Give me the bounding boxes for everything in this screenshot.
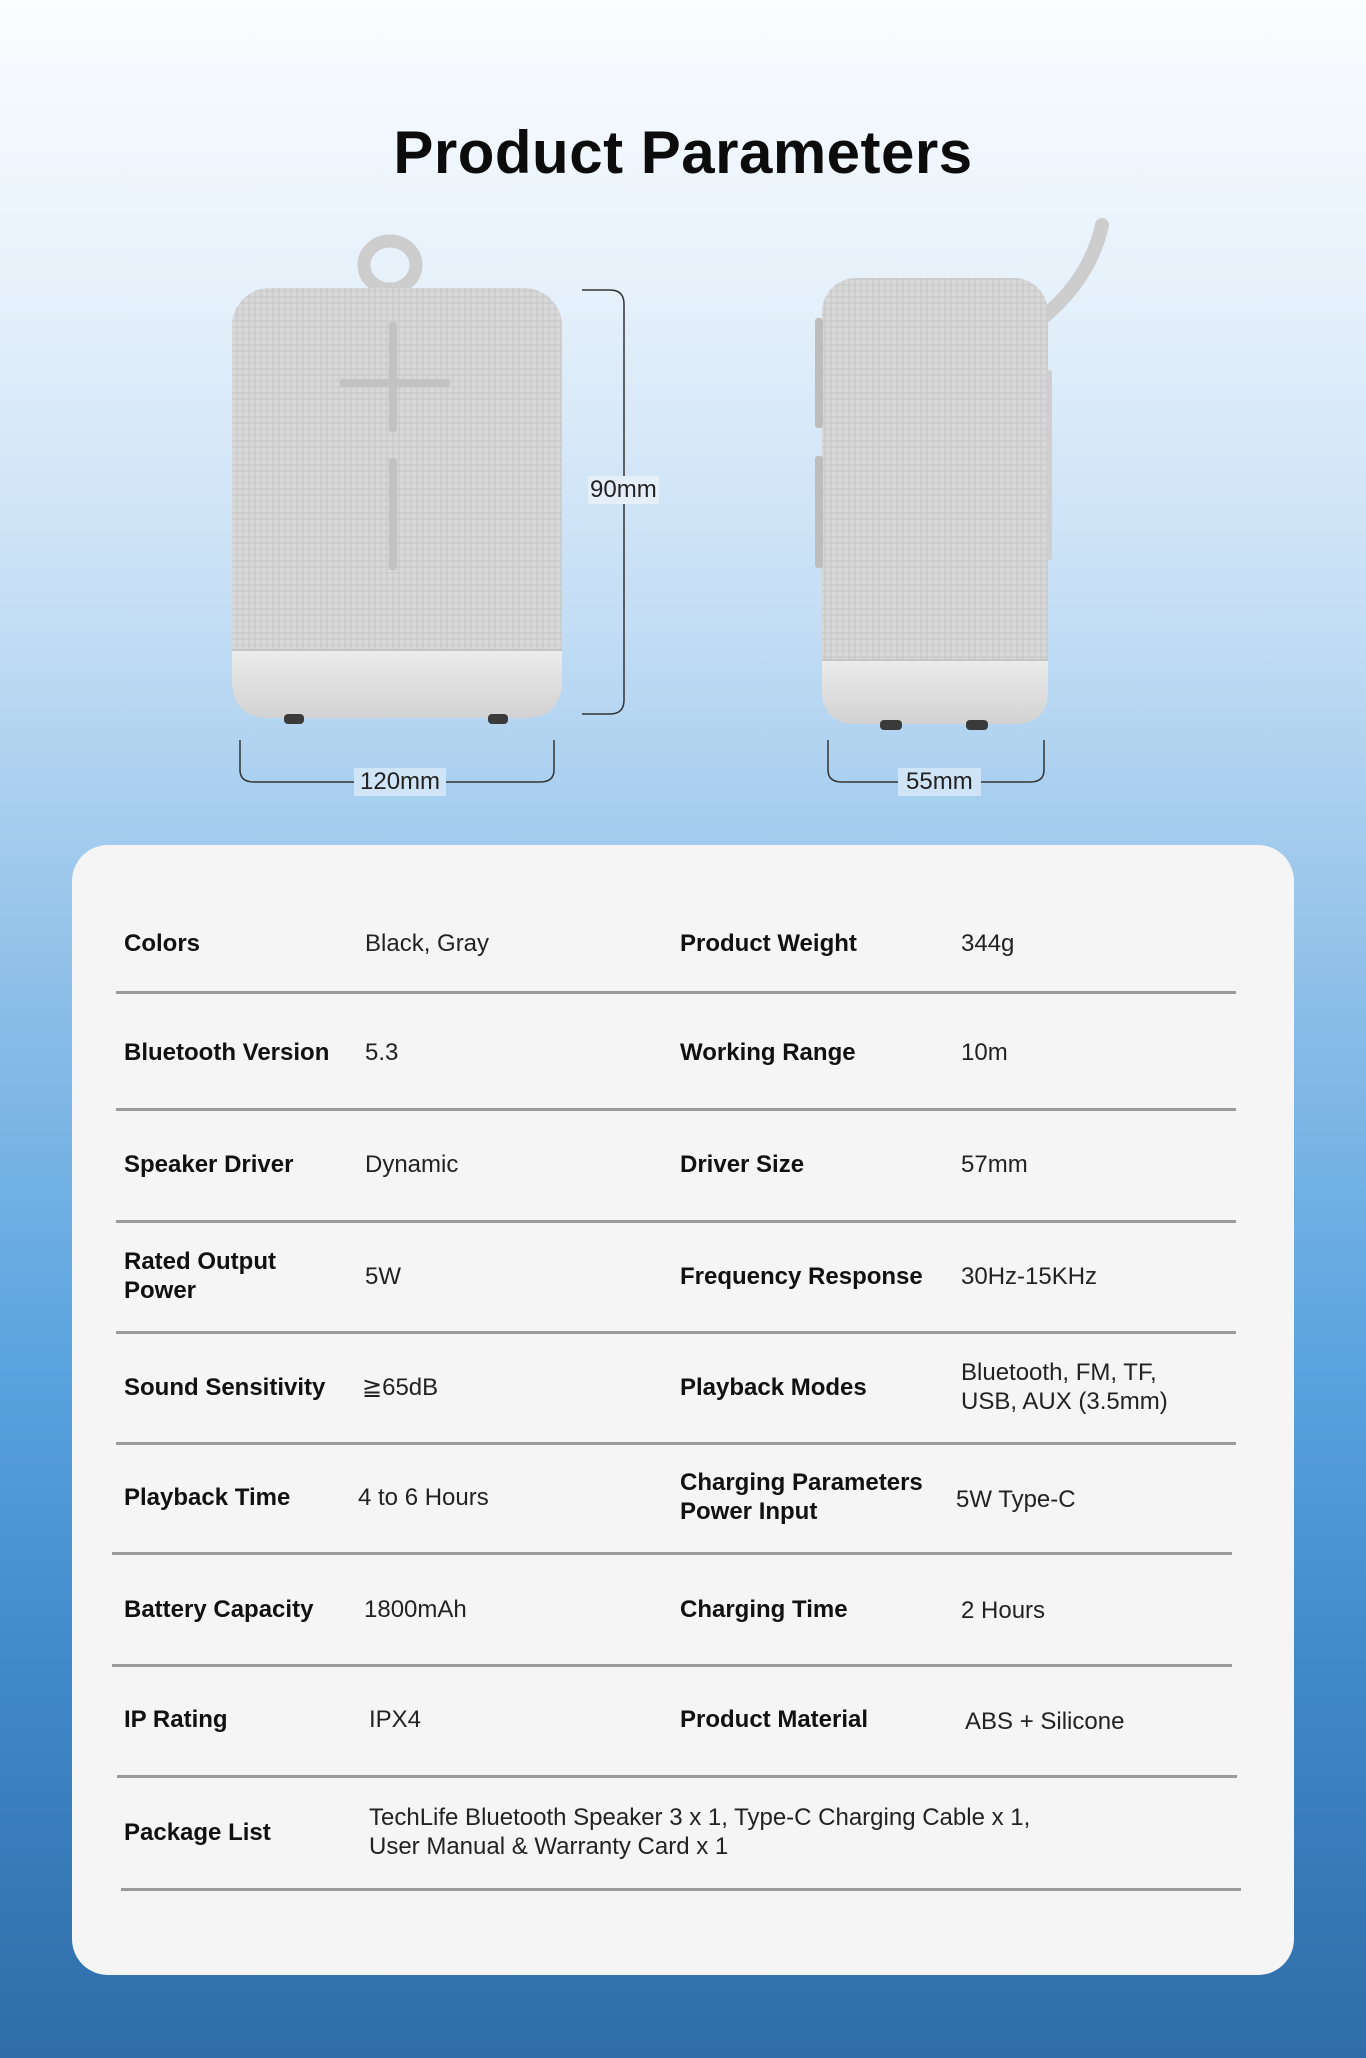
spec-value: 5W: [365, 1262, 401, 1290]
spec-label: Battery Capacity: [124, 1595, 314, 1623]
package-label: Package List: [124, 1818, 271, 1846]
spec-row: [72, 1332, 1294, 1444]
spec-value: Dynamic: [365, 1150, 459, 1178]
spec-value: Black, Gray: [365, 929, 490, 957]
spec-label: Charging Parameters Power Input: [680, 1469, 923, 1525]
spec-value: 4 to 6 Hours: [358, 1483, 489, 1511]
spec-row: [72, 1110, 1294, 1222]
spec-label: Product Weight: [680, 929, 857, 957]
spec-label: Working Range: [680, 1038, 856, 1066]
spec-value: 57mm: [961, 1150, 1028, 1178]
spec-label: Driver Size: [680, 1150, 805, 1178]
spec-value: 2 Hours: [961, 1596, 1046, 1624]
package-value: TechLife Bluetooth Speaker 3 x 1, Type-C Charging Cable x 1, User Manual & Warranty Card x 1: [369, 1804, 1031, 1860]
spec-value: 10m: [961, 1038, 1008, 1066]
spec-value: 1800mAh: [364, 1595, 467, 1623]
spec-value: 5.3: [365, 1038, 399, 1066]
spec-value: ABS + Silicone: [965, 1707, 1125, 1735]
page-title: Product Parameters: [393, 119, 973, 186]
spec-row: [72, 1443, 1294, 1555]
spec-value: 344g: [961, 929, 1015, 957]
speaker-front-view: [232, 241, 562, 724]
spec-label: Playback Time: [124, 1483, 291, 1511]
row-divider: [121, 1888, 1241, 1891]
spec-row: [72, 1221, 1294, 1333]
spec-row: [72, 845, 1294, 995]
spec-label: Playback Modes: [680, 1373, 867, 1401]
spec-label: Charging Time: [680, 1595, 848, 1623]
spec-value: 30Hz-15KHz: [961, 1262, 1098, 1290]
spec-label: Speaker Driver: [124, 1150, 294, 1178]
package-row: [72, 1776, 1294, 1888]
spec-label: Bluetooth Version: [124, 1038, 330, 1066]
spec-value: ≧65dB: [362, 1373, 439, 1401]
product-dimension-figure: [0, 0, 1366, 830]
spec-value: IPX4: [369, 1705, 422, 1733]
spec-label: IP Rating: [124, 1705, 228, 1733]
spec-value: 5W Type-C: [956, 1485, 1076, 1513]
spec-label: Rated Output Power: [124, 1248, 276, 1304]
spec-row: [72, 1554, 1294, 1666]
spec-value: Bluetooth, FM, TF, USB, AUX (3.5mm): [961, 1359, 1168, 1415]
depth-dimension-label: 55mm: [898, 768, 981, 796]
spec-row: [72, 1665, 1294, 1777]
spec-row: [72, 994, 1294, 1111]
height-dimension-label: 90mm: [590, 476, 657, 503]
spec-label: Frequency Response: [680, 1262, 923, 1290]
width-dimension-label: 120mm: [354, 768, 446, 796]
speaker-side-view: [815, 225, 1102, 730]
spec-label: Sound Sensitivity: [124, 1373, 326, 1401]
spec-label: Product Material: [680, 1705, 869, 1733]
specs-card: [72, 845, 1294, 1975]
spec-label: Colors: [124, 929, 201, 957]
